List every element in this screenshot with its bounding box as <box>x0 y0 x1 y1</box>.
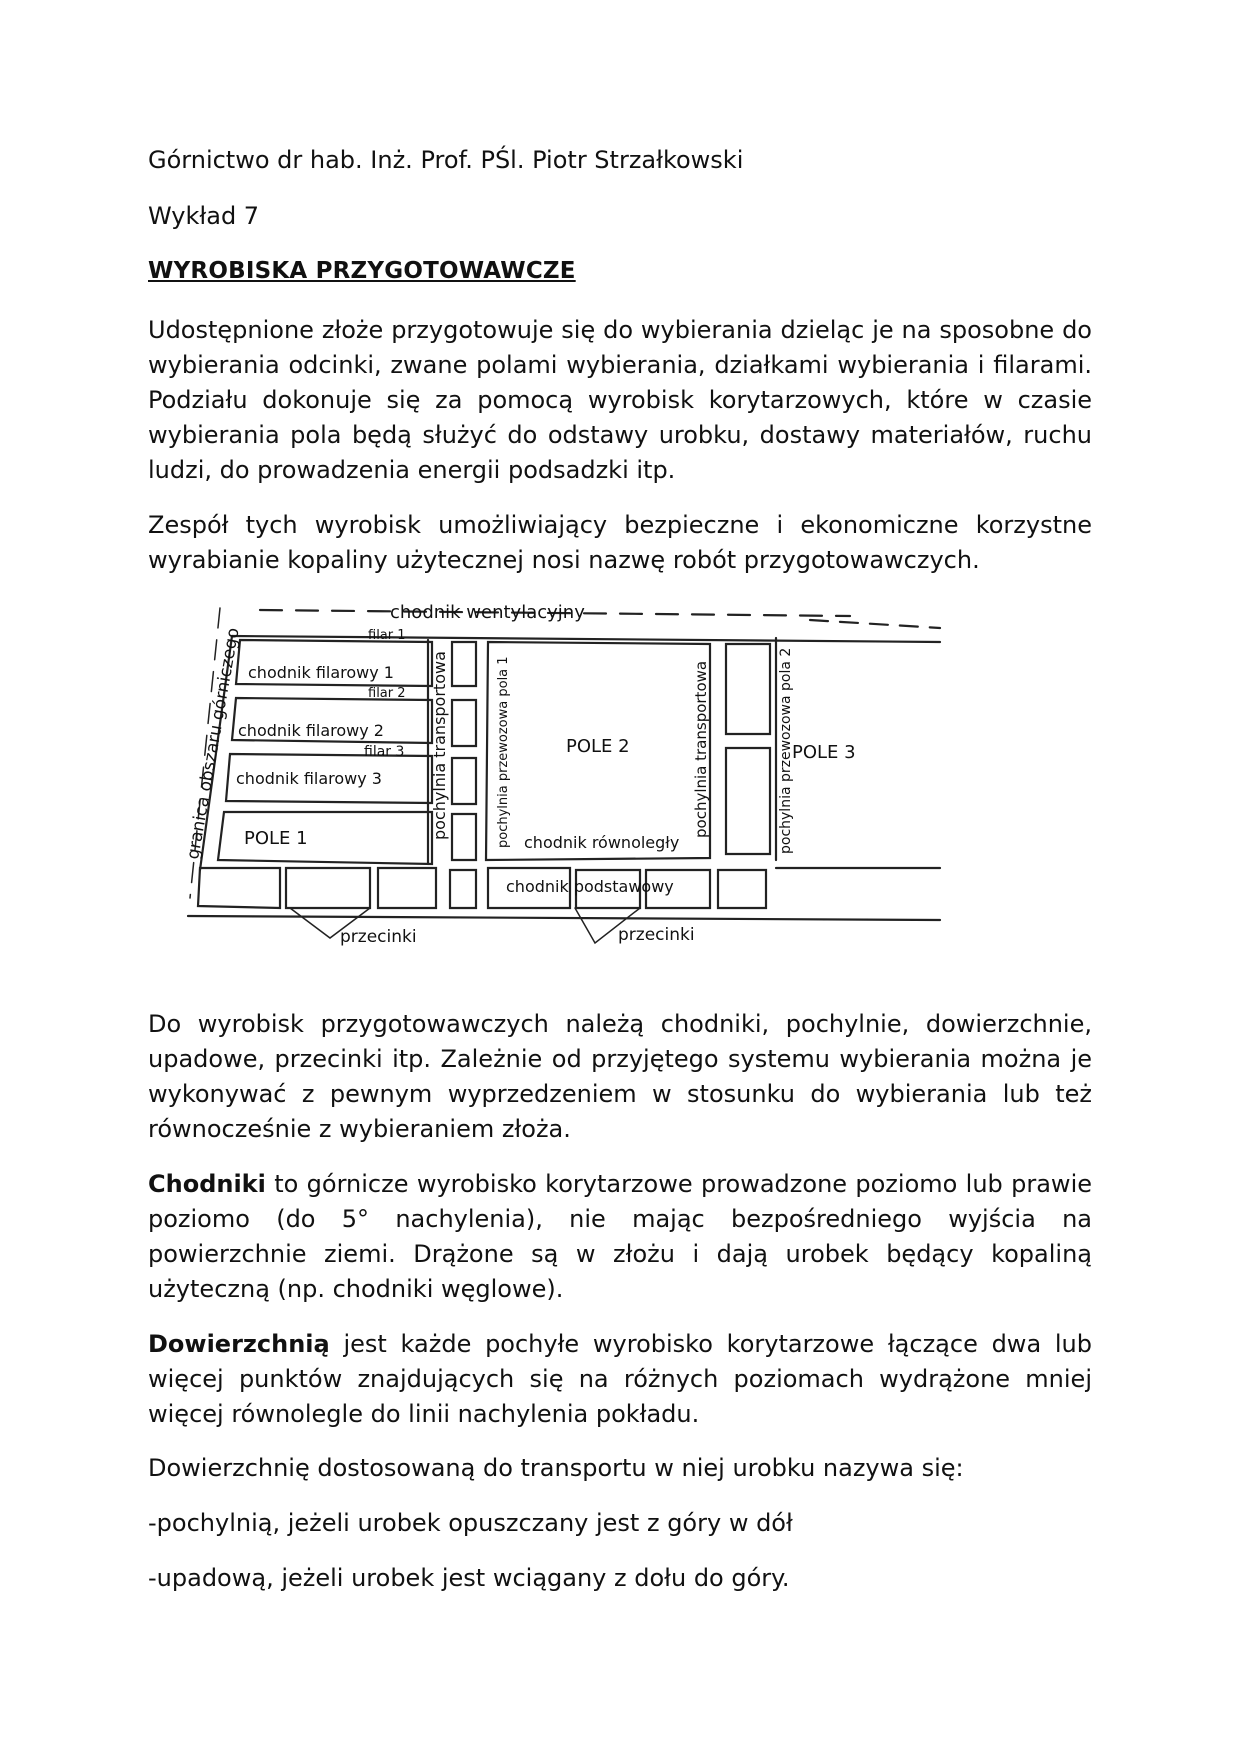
paragraph-text <box>148 1167 1092 1307</box>
label-field-1: POLE 1 <box>244 828 308 849</box>
label-haulage-incline-2: pochylnia przewozowa pola 2 <box>778 647 794 854</box>
label-field-3: POLE 3 <box>792 742 856 763</box>
lecture-number: Wykład 7 <box>148 202 260 230</box>
label-parallel-road: chodnik równoległy <box>524 833 680 852</box>
mining-layout-diagram <box>170 598 950 978</box>
label-pillar-3: filar 3 <box>364 744 405 760</box>
list-item-upadowa <box>148 1561 1092 1596</box>
paragraph-text: Dowierzchnię dostosowaną do transportu w niej urobku nazywa się: <box>148 1454 964 1482</box>
paragraph-naming <box>148 1451 1092 1486</box>
definition-text: to górnicze wyrobisko korytarzowe prowadzone poziomo lub prawie poziomo (do 5° nachylenia), nie mając bezpośredniego wyjścia na powierzchnie ziemi. Drążone są w złożu i dają urobek będący kopaliną użyteczną (np. chodniki węglowe). <box>148 1170 1092 1303</box>
label-transport-incline-1: pochylnia transportowa <box>430 651 449 840</box>
paragraph-dowierzchnia <box>148 1327 1092 1432</box>
paragraph-text <box>148 1327 1092 1432</box>
list-item-pochylnia <box>148 1506 1092 1541</box>
paragraph-text: Udostępnione złoże przygotowuje się do wybierania dzieląc je na sposobne do wybierania odcinki, zwane polami wybierania, działkami wybierania i filarami. Podziału dokonuje się za pomocą wyrobisk korytarzowych, które w czasie wybierania pola będą służyć do odstawy urobku, dostawy materiałów, ruchu ludzi, do prowadzenia energii podsadzki itp. <box>148 316 1092 484</box>
label-pillar-road-2: chodnik filarowy 2 <box>238 721 384 740</box>
paragraph-text: Zespół tych wyrobisk umożliwiający bezpieczne i ekonomiczne korzystne wyrabianie kopaliny użytecznej nosi nazwę robót przygotowawczych. <box>148 511 1092 574</box>
paragraph-text: Do wyrobisk przygotowawczych należą chodniki, pochylnie, dowierzchnie, upadowe, przecinki itp. Zależnie od przyjętego systemu wybierania można je wykonywać z pewnym wyprzedzeniem w stosunku do wybierania lub też równocześnie z wybieraniem złoża. <box>148 1010 1092 1143</box>
paragraph-team <box>148 508 1092 578</box>
label-ventilation-road: chodnik wentylacyjny <box>390 602 585 623</box>
label-crosscuts-1: przecinki <box>340 927 417 947</box>
term-dowierzchnia: Dowierzchnią <box>148 1330 330 1358</box>
paragraph-text: -pochylnią, jeżeli urobek opuszczany jest z góry w dół <box>148 1509 793 1537</box>
course-header: Górnictwo dr hab. Inż. Prof. PŚl. Piotr Strzałkowski <box>148 146 744 174</box>
paragraph-types <box>148 1007 1092 1147</box>
label-pillar-2: filar 2 <box>368 686 406 701</box>
label-transport-incline-2: pochylnia transportowa <box>692 660 710 838</box>
label-pillar-road-3: chodnik filarowy 3 <box>236 769 382 788</box>
paragraph-text: -upadową, jeżeli urobek jest wciągany z dołu do góry. <box>148 1564 790 1592</box>
label-base-road: chodnik podstawowy <box>506 877 674 896</box>
section-title: WYROBISKA PRZYGOTOWAWCZE <box>148 258 576 284</box>
label-pillar-1: filar 1 <box>368 628 406 643</box>
label-field-2: POLE 2 <box>566 736 630 757</box>
label-crosscuts-2: przecinki <box>618 925 695 945</box>
definition-text: jest każde pochyłe wyrobisko korytarzowe łączące dwa lub więcej punktów znajdujących się na różnych poziomach wydrążone mniej więcej równolegle do linii nachylenia pokładu. <box>148 1330 1092 1428</box>
label-haulage-incline-1: pochylnia przewozowa pola 1 <box>496 656 511 848</box>
label-pillar-road-1: chodnik filarowy 1 <box>248 663 394 682</box>
term-chodniki: Chodniki <box>148 1170 266 1198</box>
label-mining-boundary: granica obszaru górniczego <box>183 626 244 861</box>
paragraph-chodniki <box>148 1167 1092 1307</box>
paragraph-intro <box>148 313 1092 488</box>
